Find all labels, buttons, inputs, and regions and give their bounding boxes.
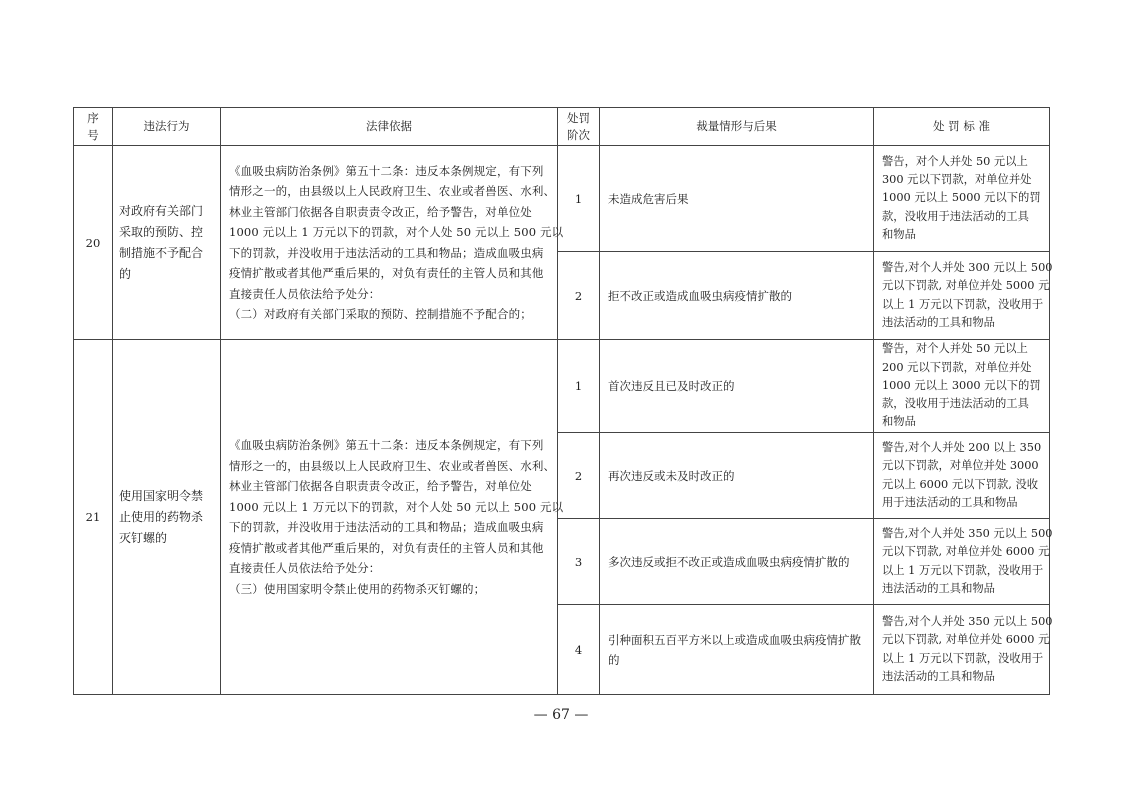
text-line: 款，没收用于违法活动的工具	[882, 397, 1029, 411]
text-line: 以上 1 万元以下罚款，没收用于	[882, 651, 1044, 665]
text-line: （二）对政府有关部门采取的预防、控制措施不予配合的；	[229, 307, 532, 321]
header-stage-line: 阶次	[567, 127, 590, 142]
row-seq: 21	[74, 340, 113, 695]
text-line: 下的罚款，并没收用于违法活动的工具和物品；造成血吸虫病	[229, 245, 544, 260]
stage-number: 2	[558, 433, 600, 519]
stage-standard	[874, 252, 1053, 340]
text-line: 直接责任人员依法给予处分：	[229, 561, 381, 575]
header-seq	[74, 108, 113, 146]
text-line: 警告,对个人并处 350 元以上 500	[882, 527, 1053, 541]
text-line: 林业主管部门依据各自职责责令改正，给予警告，对单位处	[229, 204, 532, 219]
text-line: 元以下罚款, 对单位并处 5000 元	[882, 279, 1050, 293]
row-seq: 20	[74, 146, 113, 340]
text-line: （三）使用国家明令禁止使用的药物杀灭钉螺的；	[229, 581, 486, 596]
penalty-table	[73, 107, 1053, 695]
text-line: 200 元以下罚款，对单位并处	[882, 360, 1032, 374]
text-line: 直接责任人员依法给予处分：	[229, 286, 381, 301]
text-line: 1000 元以上 5000 元以下的罚	[882, 191, 1041, 205]
header-seq-line: 号	[87, 127, 99, 142]
stage-number: 4	[558, 605, 600, 695]
text-line: 1000 元以上 1 万元以下的罚款，对个人处 50 元以上 500 元以	[229, 499, 564, 514]
text-line: 和物品	[882, 227, 916, 241]
text-line: 违法活动的工具和物品	[882, 315, 995, 329]
text-line: 元以下罚款，对单位并处 3000	[882, 459, 1039, 473]
text-line: 以上 1 万元以下罚款，没收用于	[882, 563, 1044, 577]
stage-circumstance: 拒不改正或造成血吸虫病疫情扩散的	[600, 252, 874, 340]
text-line: 警告，对个人并处 50 元以上	[882, 154, 1028, 168]
stage-number: 1	[558, 146, 600, 252]
text-line: 情形之一的，由县级以上人民政府卫生、农业或者兽医、水利、	[229, 458, 556, 473]
text-line: 和物品	[882, 415, 916, 429]
stage-circumstance: 引种面积五百平方米以上或造成血吸虫病疫情扩散的	[600, 605, 874, 695]
header-law: 法律依据	[221, 108, 558, 146]
stage-standard	[874, 146, 1050, 252]
text-line: 《血吸虫病防治条例》第五十二条：违反本条例规定，有下列	[229, 163, 544, 178]
text-line: 1000 元以上 3000 元以下的罚	[882, 378, 1041, 392]
stage-standard	[874, 340, 1050, 433]
stage-circumstance: 再次违反或未及时改正的	[600, 433, 874, 519]
text-line: 警告,对个人并处 300 元以上 500	[882, 261, 1053, 275]
table-row	[74, 146, 1050, 252]
text-line: 情形之一的，由县级以上人民政府卫生、农业或者兽医、水利、	[229, 184, 556, 198]
stage-circumstance: 多次违反或拒不改正或造成血吸虫病疫情扩散的	[600, 519, 874, 605]
text-line: 违法活动的工具和物品	[882, 581, 995, 595]
text-line: 《血吸虫病防治条例》第五十二条：违反本条例规定，有下列	[229, 438, 544, 452]
text-line: 林业主管部门依据各自职责责令改正，给予警告，对单位处	[229, 479, 532, 493]
header-stage-line: 处罚	[567, 110, 590, 125]
text-line: 1000 元以上 1 万元以下的罚款，对个人处 50 元以上 500 元以	[229, 225, 564, 239]
stage-circumstance: 未造成危害后果	[600, 146, 874, 252]
text-line: 元以上 6000 元以下罚款, 没收	[882, 477, 1039, 491]
header-circumstance: 裁量情形与后果	[600, 108, 874, 146]
text-line: 元以下罚款, 对单位并处 6000 元	[882, 545, 1050, 559]
text-line: 警告,对个人并处 350 元以上 500	[882, 615, 1053, 629]
page-number: — 67 —	[533, 707, 589, 723]
text-line: 元以下罚款, 对单位并处 6000 元	[882, 633, 1050, 647]
text-line: 违法活动的工具和物品	[882, 669, 995, 683]
stage-standard	[874, 433, 1050, 519]
header-seq-line: 序	[87, 110, 99, 125]
header-standard: 处 罚 标 准	[874, 108, 1050, 146]
header-stage	[558, 108, 600, 146]
text-line: 警告,对个人并处 200 以上 350	[882, 441, 1042, 455]
header-behavior: 违法行为	[113, 108, 221, 146]
table-header-row	[74, 108, 1050, 146]
text-line: 以上 1 万元以下罚款，没收用于	[882, 297, 1044, 311]
stage-number: 2	[558, 252, 600, 340]
row-behavior: 使用国家明令禁止使用的药物杀灭钉螺的	[113, 340, 221, 695]
text-line: 警告，对个人并处 50 元以上	[882, 342, 1028, 356]
text-line: 300 元以下罚款，对单位并处	[882, 173, 1032, 187]
text-line: 疫情扩散或者其他严重后果的，对负有责任的主管人员和其他	[229, 266, 544, 280]
text-line: 下的罚款，并没收用于违法活动的工具和物品；造成血吸虫病	[229, 520, 544, 534]
stage-number: 3	[558, 519, 600, 605]
text-line: 款，没收用于违法活动的工具	[882, 209, 1029, 223]
stage-standard	[874, 605, 1053, 695]
row-behavior: 对政府有关部门采取的预防、控制措施不予配合的	[113, 146, 221, 340]
row-law	[221, 340, 564, 695]
table-row	[74, 340, 1050, 433]
text-line: 疫情扩散或者其他严重后果的，对负有责任的主管人员和其他	[229, 540, 544, 555]
stage-number: 1	[558, 340, 600, 433]
stage-standard	[874, 519, 1053, 605]
text-line: 用于违法活动的工具和物品	[882, 495, 1018, 509]
row-law	[221, 146, 564, 340]
stage-circumstance: 首次违反且已及时改正的	[600, 340, 874, 433]
